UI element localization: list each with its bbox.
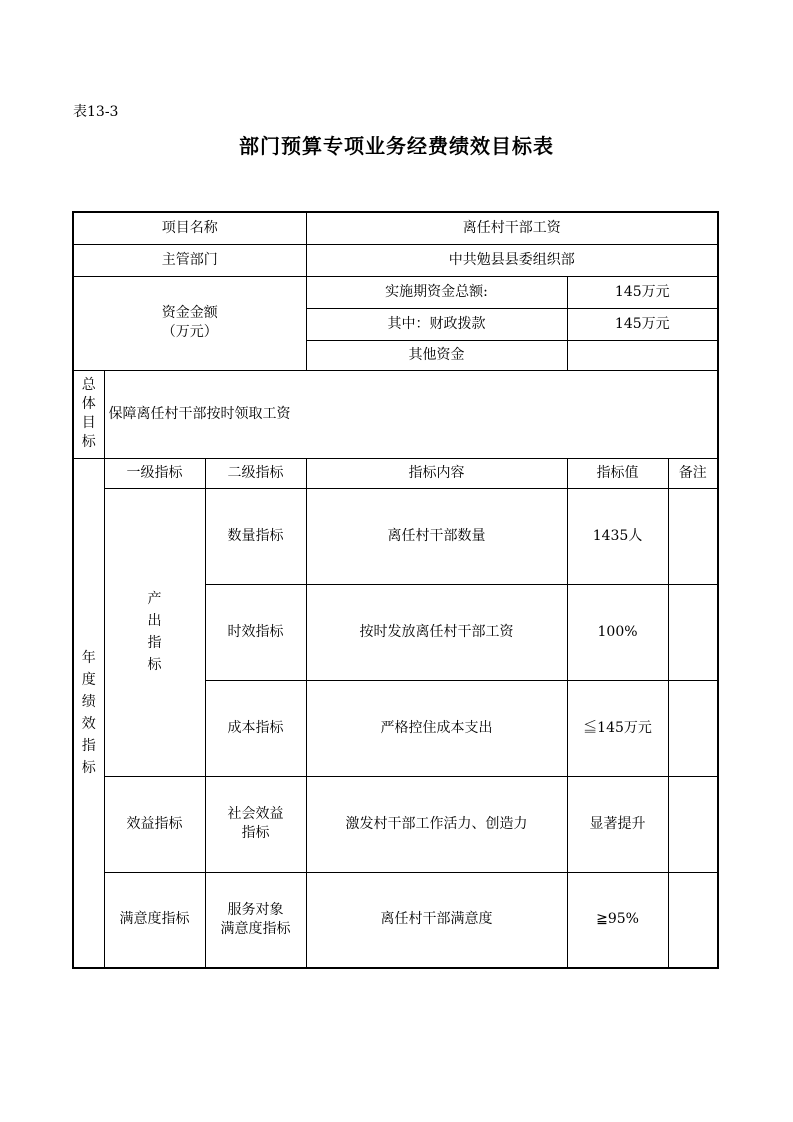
output-indicator-label: 产出指标: [104, 488, 205, 776]
fiscal-funds-label: 其中：财政拨款: [306, 308, 567, 340]
document-title: 部门预算专项业务经费绩效目标表: [239, 134, 554, 158]
annual-indicator-label: 年度绩效指标: [73, 458, 104, 968]
table-row-content: 离任村干部数量: [306, 488, 567, 584]
table-row-note: [668, 680, 718, 776]
satisfaction-value: ≧95%: [567, 872, 668, 968]
table-row-content: 严格控住成本支出: [306, 680, 567, 776]
funds-label: [73, 276, 306, 370]
service-satisfaction-label: 服务对象 满意度指标: [205, 872, 306, 968]
header-content: 指标内容: [306, 458, 567, 488]
fiscal-funds-value: 145万元: [567, 308, 718, 340]
overall-goal-label: 总体目标: [73, 370, 104, 458]
benefit-indicator-label: 效益指标: [104, 776, 205, 872]
social-benefit-label: 社会效益 指标: [205, 776, 306, 872]
benefit-value: 显著提升: [567, 776, 668, 872]
total-funds-value: 145万元: [567, 276, 718, 308]
table-row-note: [668, 584, 718, 680]
department-label: 主管部门: [73, 244, 306, 276]
department-value: 中共勉县县委组织部: [306, 244, 718, 276]
table-row-level2: 成本指标: [205, 680, 306, 776]
table-row-value: 100%: [567, 584, 668, 680]
total-funds-label: 实施期资金总额:: [306, 276, 567, 308]
project-name-value: 离任村干部工资: [306, 212, 718, 244]
table-number: 表13-3: [73, 104, 119, 120]
project-name-label: 项目名称: [73, 212, 306, 244]
overall-goal-value: 保障离任村干部按时领取工资: [104, 370, 718, 458]
other-funds-value: [567, 340, 718, 370]
funds-label-line1: 资金金额: [161, 305, 218, 321]
benefit-note: [668, 776, 718, 872]
table-row-level2: 数量指标: [205, 488, 306, 584]
funds-label-line2: （万元）: [161, 324, 218, 340]
header-note: 备注: [668, 458, 718, 488]
table-row-level2: 时效指标: [205, 584, 306, 680]
header-level1: 一级指标: [104, 458, 205, 488]
header-value: 指标值: [567, 458, 668, 488]
table-row-note: [668, 488, 718, 584]
benefit-content: 激发村干部工作活力、创造力: [306, 776, 567, 872]
satisfaction-note: [668, 872, 718, 968]
table-row-value: 1435人: [567, 488, 668, 584]
table-row-content: 按时发放离任村干部工资: [306, 584, 567, 680]
table-row-value: ≦145万元: [567, 680, 668, 776]
performance-goal-table: [72, 211, 719, 969]
satisfaction-indicator-label: 满意度指标: [104, 872, 205, 968]
other-funds-label: 其他资金: [306, 340, 567, 370]
header-level2: 二级指标: [205, 458, 306, 488]
satisfaction-content: 离任村干部满意度: [306, 872, 567, 968]
